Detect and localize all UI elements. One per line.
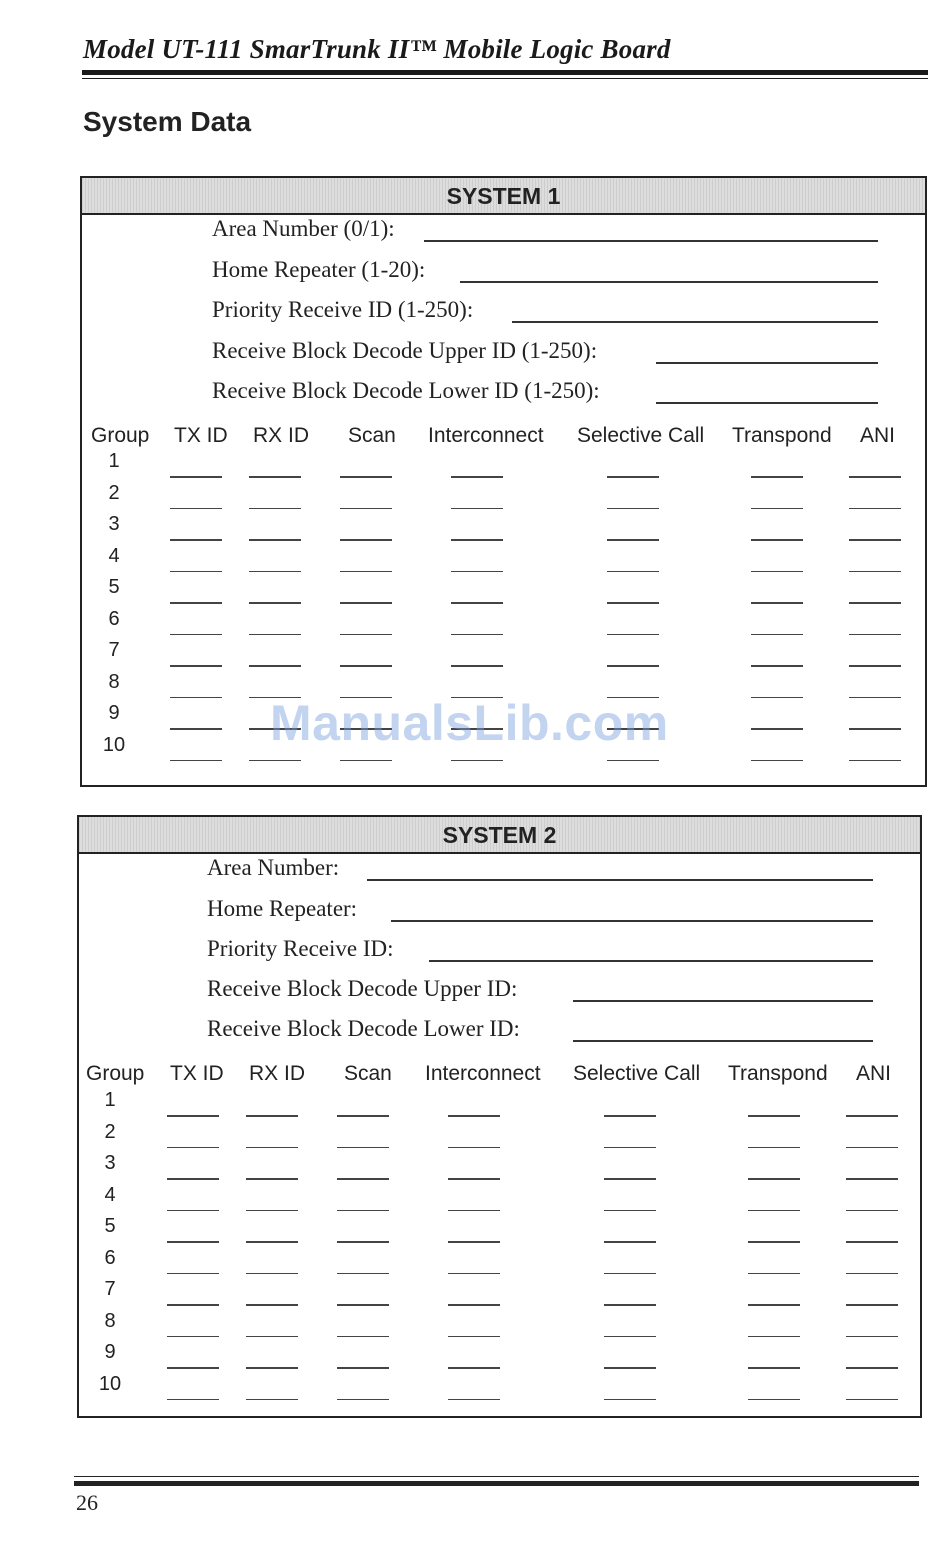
field-label: Priority Receive ID (1-250): <box>212 297 474 322</box>
blank-transpond[interactable] <box>751 760 803 762</box>
blank-transpond[interactable] <box>748 1273 800 1275</box>
column-header-group: Group <box>86 1062 145 1085</box>
blank-transpond[interactable] <box>748 1115 800 1117</box>
blank-transpond[interactable] <box>751 539 803 541</box>
group-number: 7 <box>108 639 120 661</box>
upper-id-field <box>207 976 873 1004</box>
home-repeater-field <box>212 257 878 285</box>
blank-scan[interactable] <box>340 602 392 604</box>
blank-scan[interactable] <box>340 476 392 478</box>
blank-ani[interactable] <box>849 508 901 510</box>
blank-transpond[interactable] <box>751 602 803 604</box>
column-header-interconnect: Interconnect <box>425 1062 541 1085</box>
blank-selective-call[interactable] <box>604 1210 656 1212</box>
blank-scan[interactable] <box>337 1399 389 1401</box>
blank-rx-id[interactable] <box>249 634 301 636</box>
blank-tx-id[interactable] <box>170 665 222 667</box>
blank-tx-id[interactable] <box>167 1147 219 1149</box>
blank-transpond[interactable] <box>748 1304 800 1306</box>
blank-tx-id[interactable] <box>167 1241 219 1243</box>
fill-in-line[interactable] <box>656 402 878 404</box>
blank-transpond[interactable] <box>751 508 803 510</box>
blank-ani[interactable] <box>849 665 901 667</box>
blank-interconnect[interactable] <box>451 476 503 478</box>
fill-in-line[interactable] <box>391 920 873 922</box>
blank-selective-call[interactable] <box>607 634 659 636</box>
blank-transpond[interactable] <box>751 728 803 730</box>
blank-interconnect[interactable] <box>448 1210 500 1212</box>
blank-scan[interactable] <box>337 1115 389 1117</box>
field-label: Receive Block Decode Upper ID: <box>207 976 518 1001</box>
blank-scan[interactable] <box>337 1210 389 1212</box>
blank-scan[interactable] <box>340 539 392 541</box>
column-header-rx-id: RX ID <box>249 1062 306 1085</box>
group-number: 7 <box>104 1278 116 1300</box>
column-header-selective-call: Selective Call <box>573 1062 701 1085</box>
blank-ani[interactable] <box>846 1210 898 1212</box>
blank-transpond[interactable] <box>751 634 803 636</box>
system-2-panel <box>77 815 922 1418</box>
blank-rx-id[interactable] <box>246 1304 298 1306</box>
blank-tx-id[interactable] <box>170 602 222 604</box>
blank-ani[interactable] <box>849 602 901 604</box>
blank-scan[interactable] <box>340 508 392 510</box>
blank-tx-id[interactable] <box>170 728 222 730</box>
group-number: 2 <box>104 1120 116 1143</box>
field-label: Home Repeater (1-20): <box>212 257 426 282</box>
blank-selective-call[interactable] <box>604 1273 656 1275</box>
priority-receive-id-field <box>207 936 873 964</box>
blank-interconnect[interactable] <box>451 571 503 573</box>
blank-tx-id[interactable] <box>167 1336 219 1338</box>
blank-rx-id[interactable] <box>249 665 301 667</box>
blank-rx-id[interactable] <box>249 571 301 573</box>
system-1-panel <box>80 176 927 787</box>
blank-selective-call[interactable] <box>607 539 659 541</box>
blank-tx-id[interactable] <box>170 760 222 762</box>
blank-scan[interactable] <box>337 1367 389 1369</box>
blank-tx-id[interactable] <box>167 1273 219 1275</box>
column-header-transpond: Transpond <box>732 424 832 447</box>
lower-id-field <box>212 378 878 406</box>
blank-scan[interactable] <box>337 1304 389 1306</box>
blank-selective-call[interactable] <box>607 571 659 573</box>
blank-selective-call[interactable] <box>604 1399 656 1401</box>
group-number: 5 <box>104 1215 116 1237</box>
blank-ani[interactable] <box>846 1115 898 1117</box>
blank-rx-id[interactable] <box>246 1273 298 1275</box>
group-number: 3 <box>108 513 120 535</box>
blank-rx-id[interactable] <box>246 1147 298 1149</box>
blank-rx-id[interactable] <box>246 1210 298 1212</box>
blank-ani[interactable] <box>849 539 901 541</box>
fill-in-line[interactable] <box>424 240 878 242</box>
blank-ani[interactable] <box>846 1178 898 1180</box>
fill-in-line[interactable] <box>573 1000 873 1002</box>
system-title: SYSTEM 1 <box>82 178 925 215</box>
header-rule <box>82 70 928 75</box>
blank-transpond[interactable] <box>748 1178 800 1180</box>
blank-scan[interactable] <box>340 665 392 667</box>
blank-interconnect[interactable] <box>448 1241 500 1243</box>
blank-transpond[interactable] <box>751 476 803 478</box>
field-label: Receive Block Decode Upper ID (1-250): <box>212 338 598 363</box>
blank-scan[interactable] <box>337 1147 389 1149</box>
blank-transpond[interactable] <box>751 571 803 573</box>
blank-selective-call[interactable] <box>604 1241 656 1243</box>
blank-selective-call[interactable] <box>607 760 659 762</box>
column-header-transpond: Transpond <box>728 1062 828 1085</box>
blank-tx-id[interactable] <box>167 1367 219 1369</box>
blank-tx-id[interactable] <box>167 1178 219 1180</box>
group-number: 6 <box>104 1246 116 1269</box>
column-header-tx-id: TX ID <box>174 424 228 447</box>
blank-ani[interactable] <box>846 1241 898 1243</box>
blank-ani[interactable] <box>846 1304 898 1306</box>
section-heading: System Data <box>83 106 252 137</box>
blank-tx-id[interactable] <box>167 1399 219 1401</box>
footer-rule-thin <box>74 1476 919 1477</box>
blank-transpond[interactable] <box>748 1367 800 1369</box>
blank-transpond[interactable] <box>748 1241 800 1243</box>
blank-selective-call[interactable] <box>604 1367 656 1369</box>
group-number: 10 <box>98 1372 122 1395</box>
blank-selective-call[interactable] <box>604 1304 656 1306</box>
blank-ani[interactable] <box>849 728 901 730</box>
group-number: 4 <box>108 544 120 567</box>
blank-rx-id[interactable] <box>249 760 301 762</box>
page-header-title: Model UT-111 SmarTrunk II™ Mobile Logic Board <box>83 34 671 64</box>
blank-ani[interactable] <box>849 571 901 573</box>
fill-in-line[interactable] <box>512 321 878 323</box>
blank-rx-id[interactable] <box>246 1399 298 1401</box>
blank-transpond[interactable] <box>748 1399 800 1401</box>
column-header-group: Group <box>91 424 150 447</box>
blank-tx-id[interactable] <box>167 1304 219 1306</box>
upper-id-field <box>212 338 878 366</box>
blank-ani[interactable] <box>846 1336 898 1338</box>
blank-interconnect[interactable] <box>448 1273 500 1275</box>
blank-scan[interactable] <box>337 1241 389 1243</box>
blank-scan[interactable] <box>340 571 392 573</box>
blank-tx-id[interactable] <box>170 476 222 478</box>
blank-selective-call[interactable] <box>607 602 659 604</box>
area-number-field <box>212 216 878 244</box>
area-number-field <box>207 855 873 883</box>
blank-tx-id[interactable] <box>170 539 222 541</box>
blank-scan[interactable] <box>340 760 392 762</box>
blank-selective-call[interactable] <box>604 1147 656 1149</box>
blank-rx-id[interactable] <box>249 602 301 604</box>
group-number: 6 <box>108 607 120 630</box>
column-header-scan: Scan <box>344 1062 392 1085</box>
blank-tx-id[interactable] <box>167 1115 219 1117</box>
blank-ani[interactable] <box>849 476 901 478</box>
column-header-ani: ANI <box>860 424 896 447</box>
blank-selective-call[interactable] <box>607 508 659 510</box>
blank-transpond[interactable] <box>748 1147 800 1149</box>
blank-tx-id[interactable] <box>170 508 222 510</box>
blank-interconnect[interactable] <box>448 1178 500 1180</box>
field-label: Area Number: <box>207 855 340 880</box>
field-label: Area Number (0/1): <box>212 216 395 241</box>
blank-ani[interactable] <box>849 697 901 699</box>
blank-interconnect[interactable] <box>448 1336 500 1338</box>
blank-ani[interactable] <box>846 1147 898 1149</box>
blank-tx-id[interactable] <box>170 571 222 573</box>
header-rule-thin <box>82 78 928 79</box>
blank-selective-call[interactable] <box>607 728 659 730</box>
blank-interconnect[interactable] <box>451 697 503 699</box>
blank-tx-id[interactable] <box>170 634 222 636</box>
lower-id-field <box>207 1016 873 1044</box>
blank-transpond[interactable] <box>751 665 803 667</box>
blank-scan[interactable] <box>337 1178 389 1180</box>
blank-transpond[interactable] <box>748 1210 800 1212</box>
blank-interconnect[interactable] <box>451 728 503 730</box>
blank-selective-call[interactable] <box>604 1115 656 1117</box>
blank-rx-id[interactable] <box>249 476 301 478</box>
blank-scan[interactable] <box>340 634 392 636</box>
column-header-interconnect: Interconnect <box>428 424 544 447</box>
blank-interconnect[interactable] <box>451 539 503 541</box>
blank-interconnect[interactable] <box>448 1399 500 1401</box>
fill-in-line[interactable] <box>573 1040 873 1042</box>
blank-interconnect[interactable] <box>448 1115 500 1117</box>
blank-transpond[interactable] <box>748 1336 800 1338</box>
page-number: 26 <box>76 1490 98 1515</box>
fill-in-line[interactable] <box>429 960 873 962</box>
group-number: 1 <box>104 1089 116 1111</box>
blank-transpond[interactable] <box>751 697 803 699</box>
fill-in-line[interactable] <box>656 362 878 364</box>
blank-scan[interactable] <box>337 1273 389 1275</box>
blank-ani[interactable] <box>849 760 901 762</box>
blank-rx-id[interactable] <box>249 728 301 730</box>
blank-selective-call[interactable] <box>604 1178 656 1180</box>
blank-rx-id[interactable] <box>246 1367 298 1369</box>
blank-ani[interactable] <box>846 1399 898 1401</box>
blank-selective-call[interactable] <box>604 1336 656 1338</box>
column-header-ani: ANI <box>856 1062 892 1085</box>
blank-rx-id[interactable] <box>249 508 301 510</box>
field-label: Priority Receive ID: <box>207 936 394 961</box>
blank-tx-id[interactable] <box>167 1210 219 1212</box>
field-label: Home Repeater: <box>207 896 358 921</box>
priority-receive-id-field <box>212 297 878 325</box>
blank-interconnect[interactable] <box>451 665 503 667</box>
group-number: 9 <box>108 702 120 724</box>
blank-rx-id[interactable] <box>246 1115 298 1117</box>
column-header-rx-id: RX ID <box>253 424 310 447</box>
group-number: 2 <box>108 481 120 504</box>
footer-rule <box>74 1481 919 1486</box>
system-title: SYSTEM 2 <box>79 817 920 854</box>
blank-selective-call[interactable] <box>607 697 659 699</box>
group-number: 9 <box>104 1341 116 1363</box>
column-header-scan: Scan <box>348 424 396 447</box>
group-number: 1 <box>108 450 120 472</box>
blank-scan[interactable] <box>340 697 392 699</box>
blank-interconnect[interactable] <box>448 1147 500 1149</box>
group-number: 3 <box>104 1152 116 1174</box>
blank-interconnect[interactable] <box>451 508 503 510</box>
blank-selective-call[interactable] <box>607 665 659 667</box>
group-number: 10 <box>102 733 126 756</box>
blank-interconnect[interactable] <box>451 602 503 604</box>
blank-rx-id[interactable] <box>246 1241 298 1243</box>
home-repeater-field <box>207 896 873 924</box>
field-label: Receive Block Decode Lower ID: <box>207 1016 520 1041</box>
group-number: 8 <box>104 1309 116 1332</box>
column-header-selective-call: Selective Call <box>577 424 705 447</box>
blank-interconnect[interactable] <box>448 1304 500 1306</box>
fill-in-line[interactable] <box>460 281 878 283</box>
field-label: Receive Block Decode Lower ID (1-250): <box>212 378 600 403</box>
blank-ani[interactable] <box>846 1273 898 1275</box>
blank-rx-id[interactable] <box>246 1178 298 1180</box>
blank-ani[interactable] <box>849 634 901 636</box>
blank-rx-id[interactable] <box>249 697 301 699</box>
blank-interconnect[interactable] <box>451 634 503 636</box>
blank-rx-id[interactable] <box>246 1336 298 1338</box>
blank-tx-id[interactable] <box>170 697 222 699</box>
blank-interconnect[interactable] <box>451 760 503 762</box>
column-header-tx-id: TX ID <box>170 1062 224 1085</box>
group-number: 8 <box>108 670 120 693</box>
group-number: 4 <box>104 1183 116 1206</box>
blank-rx-id[interactable] <box>249 539 301 541</box>
blank-scan[interactable] <box>340 728 392 730</box>
watermark: ManualsLib.com <box>270 695 669 751</box>
blank-ani[interactable] <box>846 1367 898 1369</box>
group-number: 5 <box>108 576 120 598</box>
blank-scan[interactable] <box>337 1336 389 1338</box>
blank-interconnect[interactable] <box>448 1367 500 1369</box>
fill-in-line[interactable] <box>367 879 873 881</box>
blank-selective-call[interactable] <box>607 476 659 478</box>
